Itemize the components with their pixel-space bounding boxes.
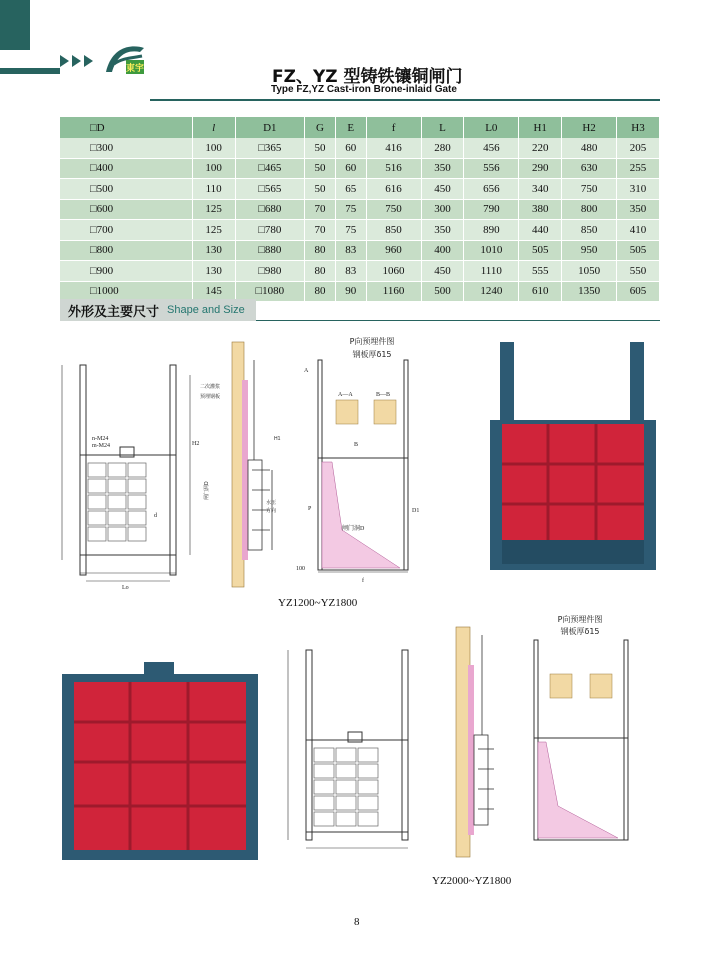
table-cell: 130 [192, 261, 235, 282]
section-header [60, 299, 256, 321]
table-cell: 90 [335, 281, 366, 302]
p-view-drawing-1 [292, 330, 442, 585]
table-cell: 516 [366, 158, 421, 179]
table-row [60, 220, 660, 241]
label-a: A [304, 368, 309, 374]
table-cell: □500 [60, 179, 192, 200]
caption-drawing-set-1: YZ1200~YZ1800 [278, 597, 358, 609]
company-logo [102, 42, 148, 78]
spec-table [60, 117, 660, 302]
table-cell: 505 [519, 240, 562, 261]
table-cell: 50 [305, 138, 336, 158]
table-cell: 480 [562, 138, 617, 158]
table-cell: 300 [421, 199, 464, 220]
column-header: L [421, 117, 464, 138]
table-cell: 1350 [562, 281, 617, 302]
table-row [60, 240, 660, 261]
table-cell: 500 [421, 281, 464, 302]
section-title-en: Shape and Size [167, 304, 245, 316]
column-header: l [192, 117, 235, 138]
table-cell: 310 [617, 179, 660, 200]
column-header: L0 [464, 117, 519, 138]
table-cell: 60 [335, 138, 366, 158]
table-row [60, 138, 660, 158]
table-cell: 145 [192, 281, 235, 302]
label-d1: D1 [412, 508, 420, 514]
table-cell: 125 [192, 220, 235, 241]
label-lo: Lo [122, 585, 129, 591]
column-header: G [305, 117, 336, 138]
table-cell: □1000 [60, 281, 192, 302]
side-section-drawing-1 [196, 340, 281, 590]
table-row [60, 261, 660, 282]
gate-photo-1 [482, 340, 664, 580]
table-cell: 110 [192, 179, 235, 200]
table-cell: 380 [519, 199, 562, 220]
label-h2: H2 [192, 441, 200, 447]
label-nm24: n-M24 [92, 436, 109, 442]
label-m24: m-M24 [92, 443, 110, 449]
table-cell: □400 [60, 158, 192, 179]
label-p: P [308, 506, 312, 512]
table-cell: 1110 [464, 261, 519, 282]
label-h1: H1 [274, 436, 281, 442]
table-cell: 890 [464, 220, 519, 241]
table-cell: □700 [60, 220, 192, 241]
page-title: FZ、YZ 型铸铁镶铜闸门 [272, 67, 463, 87]
label-water: 水压 [266, 500, 277, 506]
header-rule [150, 99, 660, 101]
table-cell: 205 [617, 138, 660, 158]
table-cell: 1010 [464, 240, 519, 261]
table-cell: 50 [305, 158, 336, 179]
table-cell: 1240 [464, 281, 519, 302]
front-elevation-drawing-2 [284, 640, 434, 870]
table-cell: □680 [235, 199, 305, 220]
table-cell: 550 [617, 261, 660, 282]
label-aa: A—A [338, 392, 353, 398]
table-cell: 80 [305, 240, 336, 261]
table-cell: 255 [617, 158, 660, 179]
gate-photo-2 [60, 660, 260, 860]
table-cell: 505 [617, 240, 660, 261]
arrow-icon [72, 55, 81, 67]
table-cell: 80 [305, 261, 336, 282]
label-direction: 方向 [266, 508, 277, 514]
table-cell: 950 [562, 240, 617, 261]
table-cell: 100 [192, 158, 235, 179]
table-cell: 960 [366, 240, 421, 261]
table-row [60, 199, 660, 220]
table-cell: □300 [60, 138, 192, 158]
label-d: d [154, 513, 157, 519]
table-cell: 280 [421, 138, 464, 158]
table-cell: □880 [235, 240, 305, 261]
table-cell: 1060 [366, 261, 421, 282]
section-rule [256, 320, 660, 321]
table-cell: 850 [366, 220, 421, 241]
p-view-drawing-2 [514, 610, 664, 865]
table-cell: 220 [519, 138, 562, 158]
page-number: 8 [354, 916, 360, 928]
front-elevation-drawing-1 [58, 345, 198, 590]
table-cell: 100 [192, 138, 235, 158]
label-gate-hole: 闸门洞D [204, 481, 210, 500]
caption-drawing-set-2: YZ2000~YZ1800 [432, 875, 512, 887]
table-cell: 80 [305, 281, 336, 302]
table-cell: □565 [235, 179, 305, 200]
table-cell: 60 [335, 158, 366, 179]
table-cell: 750 [366, 199, 421, 220]
table-cell: □600 [60, 199, 192, 220]
corner-line [0, 68, 60, 74]
table-cell: 290 [519, 158, 562, 179]
table-cell: 556 [464, 158, 519, 179]
column-header: D1 [235, 117, 305, 138]
table-cell: 440 [519, 220, 562, 241]
column-header: H2 [562, 117, 617, 138]
label-grout: 二次灌浆 [200, 384, 221, 390]
steel-plate-label-2: 钢板厚δ15 [560, 627, 600, 636]
corner-block [0, 0, 30, 50]
table-cell: 750 [562, 179, 617, 200]
table-header-row [60, 117, 660, 138]
table-cell: 350 [617, 199, 660, 220]
steel-plate-label: 钢板厚δ15 [352, 350, 392, 359]
table-cell: □465 [235, 158, 305, 179]
table-cell: 656 [464, 179, 519, 200]
table-cell: 850 [562, 220, 617, 241]
table-cell: 130 [192, 240, 235, 261]
table-cell: 416 [366, 138, 421, 158]
table-row [60, 158, 660, 179]
table-cell: □800 [60, 240, 192, 261]
arrow-icons [60, 55, 93, 67]
table-cell: 350 [421, 220, 464, 241]
table-cell: 456 [464, 138, 519, 158]
table-cell: 1160 [366, 281, 421, 302]
table-cell: 616 [366, 179, 421, 200]
table-cell: 555 [519, 261, 562, 282]
table-cell: 50 [305, 179, 336, 200]
table-cell: 125 [192, 199, 235, 220]
label-opening: 闸门洞D [342, 526, 365, 532]
table-cell: 1050 [562, 261, 617, 282]
page-subtitle: Type FZ,YZ Cast-iron Brone-inlaid Gate [271, 84, 457, 95]
column-header: □D [60, 117, 192, 138]
table-cell: 83 [335, 240, 366, 261]
table-cell: 450 [421, 261, 464, 282]
table-cell: 75 [335, 220, 366, 241]
table-cell: 410 [617, 220, 660, 241]
table-cell: □1080 [235, 281, 305, 302]
table-cell: 75 [335, 199, 366, 220]
table-cell: 400 [421, 240, 464, 261]
p-view-title: P向预埋件图 [349, 337, 395, 346]
label-f: f [362, 578, 364, 584]
table-row [60, 179, 660, 200]
table-cell: 610 [519, 281, 562, 302]
table-cell: 350 [421, 158, 464, 179]
label-embed: 预埋钢板 [200, 394, 221, 400]
table-cell: 800 [562, 199, 617, 220]
table-cell: 70 [305, 199, 336, 220]
column-header: H3 [617, 117, 660, 138]
arrow-icon [84, 55, 93, 67]
side-section-drawing-2 [430, 625, 510, 860]
table-cell: 70 [305, 220, 336, 241]
label-bb: B—B [376, 392, 391, 398]
table-cell: 340 [519, 179, 562, 200]
section-title-cn: 外形及主要尺寸 [68, 304, 160, 320]
logo-text: 東宇 [125, 64, 145, 74]
table-cell: 450 [421, 179, 464, 200]
column-header: f [366, 117, 421, 138]
column-header: E [335, 117, 366, 138]
label-b: B [354, 442, 359, 448]
table-cell: 790 [464, 199, 519, 220]
table-cell: 83 [335, 261, 366, 282]
label-100: 100 [296, 566, 305, 572]
p-view-title-2: P向预埋件图 [557, 615, 603, 624]
table-cell: □980 [235, 261, 305, 282]
table-cell: □900 [60, 261, 192, 282]
table-cell: 65 [335, 179, 366, 200]
table-cell: 605 [617, 281, 660, 302]
table-cell: □780 [235, 220, 305, 241]
column-header: H1 [519, 117, 562, 138]
arrow-icon [60, 55, 69, 67]
table-cell: □365 [235, 138, 305, 158]
table-cell: 630 [562, 158, 617, 179]
